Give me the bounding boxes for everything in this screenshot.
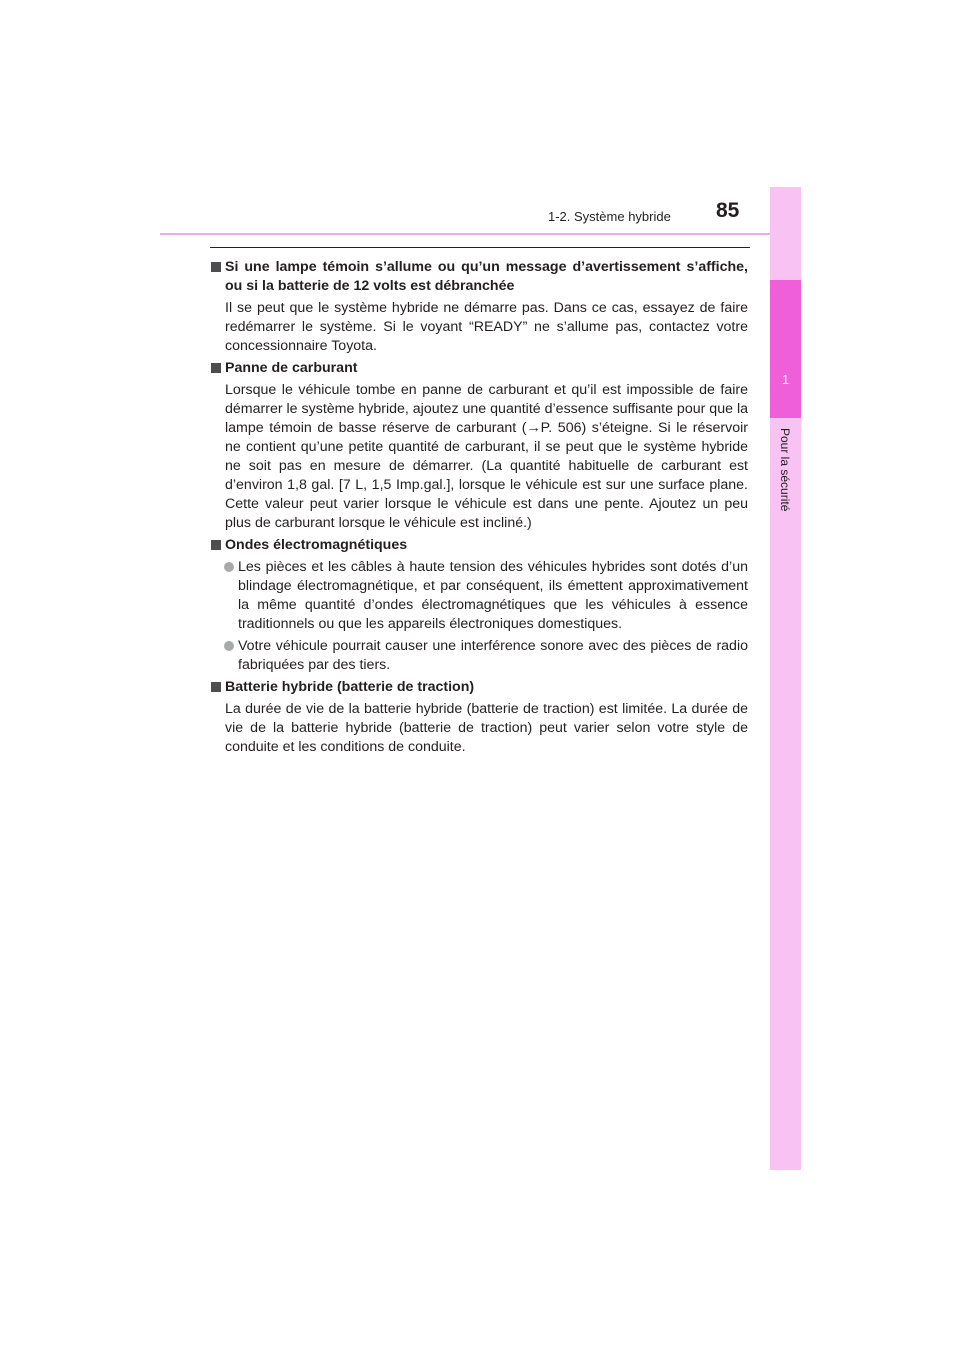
- section-heading: [210, 258, 748, 296]
- list-item-text: Les pièces et les câbles à haute tension des véhicules hybrides sont dotés d’un blindage électromagnétique, et par conséquent, ils émettent approximativement la même quantité d’ondes électromagnétiques que les véhicules à essence traditionnels ou que les appareils électroniques domestiques.: [238, 559, 748, 632]
- heading-text: Ondes électromagnétiques: [225, 537, 408, 553]
- section-heading: [210, 678, 748, 697]
- circle-bullet-icon: [224, 641, 234, 651]
- header-rule: [160, 233, 800, 235]
- content-rule: [210, 247, 750, 248]
- heading-text: Si une lampe témoin s’allume ou qu’un message d’avertissement s’affiche, ou si la batterie de 12 volts est débranchée: [225, 259, 748, 294]
- chapter-label: Pour la sécurité: [778, 428, 792, 512]
- page-content: [210, 255, 748, 760]
- section-heading: [210, 359, 748, 378]
- list-item: [210, 558, 748, 634]
- section-body: Lorsque le véhicule tombe en panne de carburant et qu’il est impossible de faire démarrer le système hybride, ajoutez une quantité d’essence suffisante pour que la lampe témoin de basse réserve de carburant (→P. 506) s’éteigne. Si le réservoir ne contient qu’une petite quantité de carburant, il se peut que le système hybride ne soit pas en mesure de démarrer. (La quantité habituelle de carburant est d’environ 1,8 gal. [7 L, 1,5 Imp.gal.], lorsque le véhicule est sur une surface plane. Cette valeur peut varier lorsque le véhicule est dans une pente. Ajoutez un peu plus de carburant lorsque le véhicule est incliné.): [225, 382, 748, 531]
- list-item-text: Votre véhicule pourrait causer une interférence sonore avec des pièces de radio fabriquées par des tiers.: [238, 638, 748, 673]
- heading-text: Panne de carburant: [225, 360, 358, 376]
- list-item: [210, 637, 748, 675]
- chapter-tab: [770, 280, 801, 418]
- section-heading: [210, 536, 748, 555]
- circle-bullet-icon: [224, 562, 234, 572]
- section-body: Il se peut que le système hybride ne démarre pas. Dans ce cas, essayez de faire redémarrer le système. Si le voyant “READY” ne s’allume pas, contactez votre concessionnaire Toyota.: [225, 300, 748, 354]
- heading-text: Batterie hybride (batterie de traction): [225, 679, 475, 695]
- chapter-number: 1: [781, 372, 790, 387]
- square-bullet-icon: [211, 363, 221, 373]
- square-bullet-icon: [211, 682, 221, 692]
- square-bullet-icon: [211, 262, 221, 272]
- page-number: 85: [716, 199, 740, 222]
- section-body: La durée de vie de la batterie hybride (batterie de traction) est limitée. La durée de vie de la batterie hybride (batterie de traction) peut varier selon votre style de conduite et les conditions de conduite.: [225, 701, 748, 755]
- section-title: 1-2. Système hybride: [548, 209, 671, 224]
- square-bullet-icon: [211, 540, 221, 550]
